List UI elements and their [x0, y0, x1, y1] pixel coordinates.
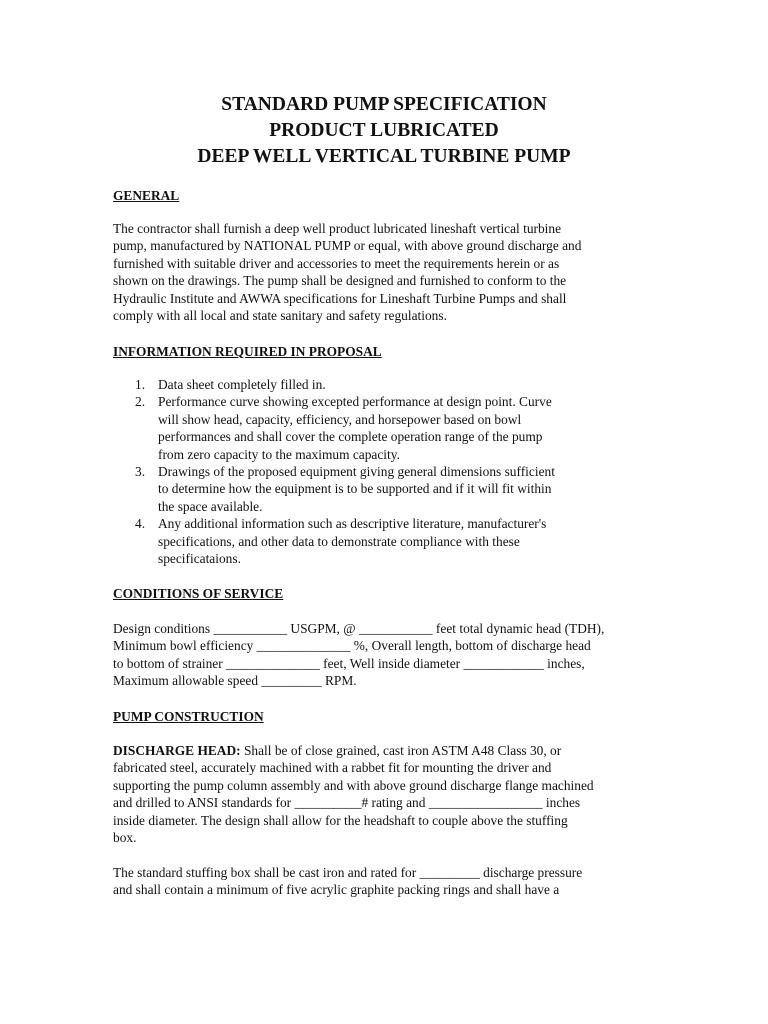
stuffing-box-paragraph: [113, 864, 673, 899]
list-line: Any additional information such as descriptive literature, manufacturer's: [158, 516, 547, 532]
conditions-heading: CONDITIONS OF SERVICE: [113, 586, 284, 601]
title-line-3: DEEP WELL VERTICAL TURBINE PUMP: [197, 146, 571, 167]
paragraph-line: furnished with suitable driver and accessories to meet the requirements herein or as: [113, 255, 560, 271]
list-number: 4.: [135, 516, 146, 532]
construction-heading: PUMP CONSTRUCTION: [113, 709, 264, 724]
list-line: specifications, and other data to demonstrate compliance with these: [158, 533, 520, 549]
list-line: to determine how the equipment is to be supported and if it will fit within: [158, 481, 552, 497]
general-heading: GENERAL: [113, 188, 180, 203]
discharge-head-text: Shall be of close grained, cast iron ASTM A48 Class 30, or: [240, 743, 562, 758]
paragraph-line: [113, 742, 673, 759]
list-item: [113, 393, 653, 463]
paragraph-line: and drilled to ANSI standards for __________# rating and _________________ inches: [113, 795, 581, 811]
list-line: performances and shall cover the complete operation range of the pump: [158, 429, 543, 445]
paragraph-line: supporting the pump column assembly and with above ground discharge flange machined: [113, 777, 594, 793]
paragraph-line: Maximum allowable speed _________ RPM.: [113, 673, 357, 689]
list-line: from zero capacity to the maximum capacity.: [158, 446, 400, 462]
paragraph-line: and shall contain a minimum of five acrylic graphite packing rings and shall have a: [113, 882, 560, 898]
list-line: specificataions.: [158, 551, 241, 567]
list-item: [113, 376, 653, 393]
paragraph-line: Minimum bowl efficiency ______________ %, Overall length, bottom of discharge head: [113, 638, 591, 654]
discharge-head-paragraph: [113, 742, 673, 846]
paragraph-line: fabricated steel, accurately machined with a rabbet fit for mounting the driver and: [113, 760, 552, 776]
paragraph-line: The contractor shall furnish a deep well product lubricated lineshaft vertical turbine: [113, 221, 562, 236]
list-item: [113, 515, 653, 567]
paragraph-line: Design conditions ___________ USGPM, @ ___________ feet total dynamic head (TDH),: [113, 621, 605, 636]
list-line: will show head, capacity, efficiency, and horsepower based on bowl: [158, 411, 522, 427]
paragraph-line: box.: [113, 830, 137, 846]
title-line-1: STANDARD PUMP SPECIFICATION: [221, 94, 547, 115]
list-number: 1.: [135, 377, 146, 392]
conditions-paragraph: [113, 620, 673, 690]
paragraph-line: inside diameter. The design shall allow for the headshaft to couple above the stuffing: [113, 812, 568, 828]
list-line: the space available.: [158, 498, 263, 514]
list-line: Performance curve showing excepted performance at design point. Curve: [158, 394, 552, 410]
list-item: [113, 463, 653, 515]
list-number: 3.: [135, 464, 146, 480]
paragraph-line: comply with all local and state sanitary and safety regulations.: [113, 308, 447, 324]
paragraph-line: Hydraulic Institute and AWWA specifications for Lineshaft Turbine Pumps and shall: [113, 290, 567, 306]
general-paragraph: [113, 220, 673, 324]
title-line-2: PRODUCT LUBRICATED: [269, 120, 499, 141]
document-title: [0, 92, 768, 170]
list-line: Drawings of the proposed equipment giving general dimensions sufficient: [158, 464, 555, 480]
information-list: [113, 376, 653, 567]
discharge-head-label: DISCHARGE HEAD:: [113, 743, 241, 758]
list-line: Data sheet completely filled in.: [158, 377, 326, 392]
list-number: 2.: [135, 394, 146, 410]
paragraph-line: pump, manufactured by NATIONAL PUMP or equal, with above ground discharge and: [113, 238, 582, 254]
paragraph-line: The standard stuffing box shall be cast iron and rated for _________ discharge pressure: [113, 865, 583, 880]
information-heading: INFORMATION REQUIRED IN PROPOSAL: [113, 344, 382, 359]
paragraph-line: to bottom of strainer ______________ feet, Well inside diameter ____________ inches,: [113, 655, 585, 671]
paragraph-line: shown on the drawings. The pump shall be designed and furnished to conform to the: [113, 273, 567, 289]
